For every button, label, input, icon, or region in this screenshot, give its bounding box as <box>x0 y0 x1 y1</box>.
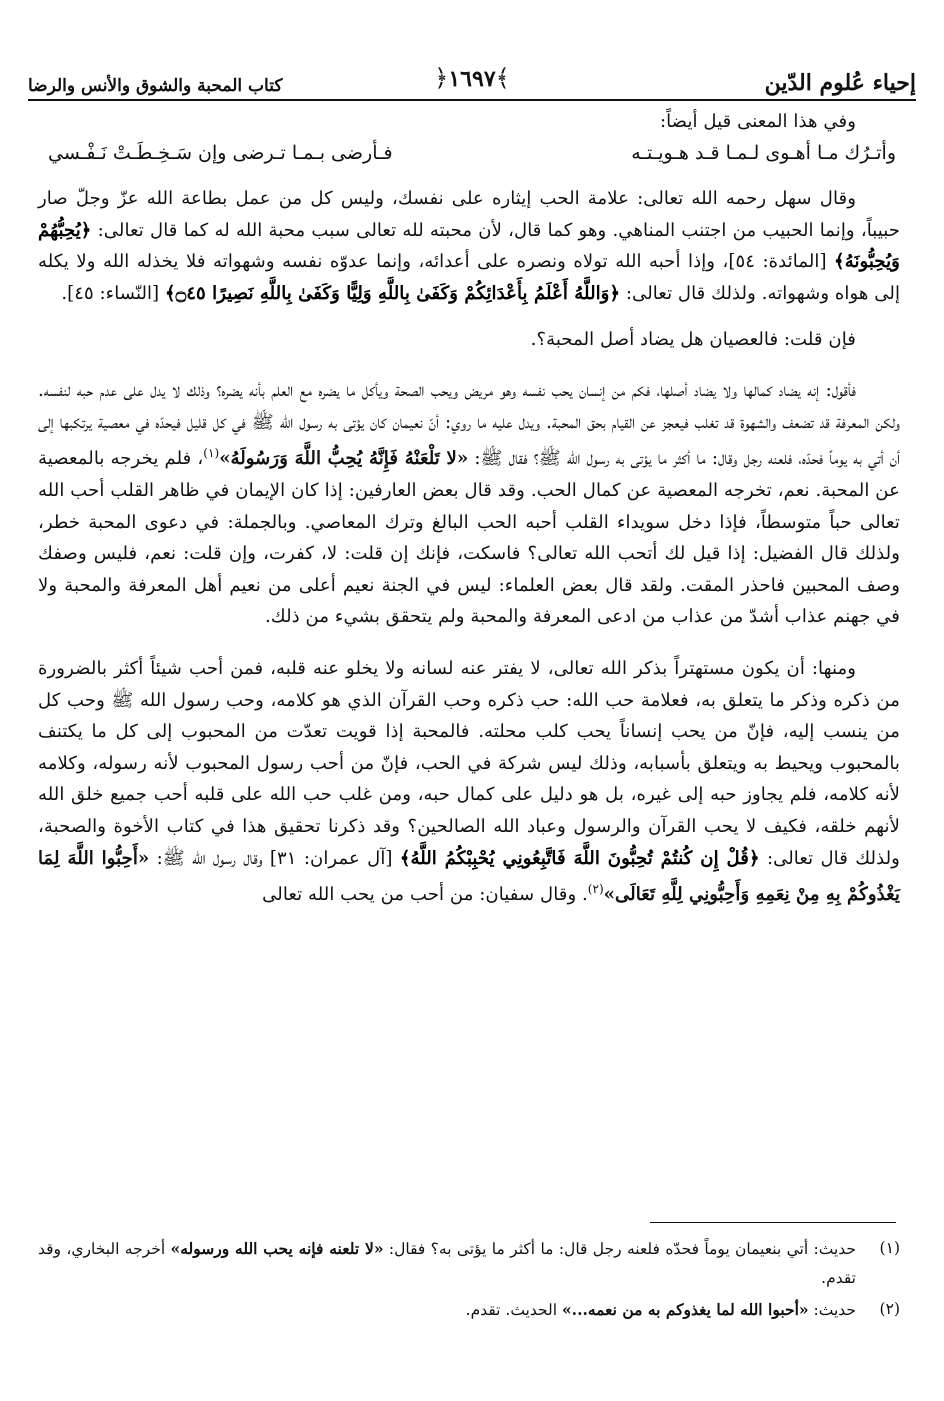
paragraph-answer: فأقول: إنه يضاد كمالها ولا يضاد أصلها، فكم من إنسان يحب نفسه وهو مريض ويحب الصحة ويأكل ما يضره مع العلم بأنه يضره؟ وذلك لا يدل على عدم حبه لنفسه. ولكن المعرفة قد تضعف والشهوة قد تغلب فيعجز عن القيام بحق المحبة. ويدل عليه ما روي: أنّ نعيمان كان يؤتى به رسول الله ﷺ في كل قليل فيحدّه في معصية يرتكبها إلى أن أتي به يوماً فحدّه، فلعنه رجل وقال: ما أكثر ما يؤتى به رسول الله ﷺ؟ فقال ﷺ: «لا تَلْعَنْهُ فَإِنَّهُ يُحِبُّ اللَّهَ وَرَسُولَهُ»$^{(١)}$، فلم يخرجه بالمعصية عن المحبة. نعم، تخرجه المعصية عن كمال الحب. وقد قال بعض العارفين: إذا كان الإيمان في ظاهر القلب أحب الله تعالى حباً متوسطاً، فإذا دخل سويداء القلب أحبه الحب البالغ وترك المعاصي. وبالجملة: في دعوى المحبة خطر، ولذلك قال الفضيل: إذا قيل لك أتحب الله تعالى؟ فاسكت، فإنك إن قلت: لا، كفرت، وإن قلت: نعم، فليس وصفك وصف المحبين فاحذر المقت. ولقد قال بعض العلماء: ليس في الجنة نعيم أعلى من نعيم أهل المعرفة والمحبة ولا في جهنم عذاب أشدّ من عذاب من ادعى المعرفة والمحبة ولم يتحقق بشيء من ذلك. <box>38 380 900 628</box>
question-line: فإن قلت: فالعصيان هل يضاد أصل المحبة؟. <box>530 328 856 350</box>
verse-hemistich-2: فـأرضى بـمـا تـرضى وإن سَـخِـطَـتْ نَـفْـسي <box>48 141 393 164</box>
spacer <box>38 310 900 324</box>
poem-verse <box>38 138 900 170</box>
verse-hemistich-1: وأتـرُك مـا أهـوى لـمـا قـد هـويـتـه <box>631 141 896 164</box>
verse-intro: وفي هذا المعنى قيل أيضاً: <box>660 111 856 132</box>
paragraph-sahl: وقال سهل رحمه الله تعالى: علامة الحب إيثاره على نفسك، وليس كل من عمل بطاعة الله عزّ وجلّ صار حبيباً، وإنما الحبيب من اجتنب المناهي. وهو كما قال، لأن محبته لله تعالى سبب محبة الله له كما قال تعالى: ﴿يُحِبُّهُمْ وَيُحِبُّونَهُ﴾ [المائدة: ٥٤]، وإذا أحبه الله تولاه ونصره على أعدائه، وإنما عدوّه نفسه وشهواته فلا يخذله الله ولا يكله إلى هواه وشهواته. ولذلك قال تعالى: ﴿وَاللَّهُ أَعْلَمُ بِأَعْدَائِكُمْ وَكَفَىٰ بِاللَّهِ وَلِيًّا وَكَفَىٰ بِاللَّهِ نَصِيرًا ۝٤٥﴾ [النّساء: ٤٥]. <box>38 188 900 304</box>
footnote-1: (١) حديث: أتي بنعيمان يوماً فحدّه فلعنه رجل قال: ما أكثر ما يؤتى به؟ فقال: «لا تلعنه فإنه يحب الله ورسوله» أخرجه البخاري، وقد تقدم. <box>38 1234 900 1293</box>
header-rule <box>28 99 916 101</box>
footnote-quote: «أحبوا الله لما يغذوكم به من نعمه...» <box>561 1300 809 1319</box>
hadith-quote: «لا تَلْعَنْهُ فَإِنَّهُ يُحِبُّ اللَّهَ وَرَسُولَهُ» <box>219 448 469 470</box>
hadith-quote: «أَحِبُّوا اللَّهَ لِمَا يَغْذُوكُمْ بِهِ مِنْ نِعَمِهِ وَأَحِبُّونِي لِلَّهِ تَعَالَى» <box>38 847 900 906</box>
main-text <box>38 106 900 911</box>
page-header <box>28 52 916 96</box>
ornament-left: ﴿ <box>434 64 449 92</box>
quran-verse: ﴿وَاللَّهُ أَعْلَمُ بِأَعْدَائِكُمْ وَكَفَىٰ بِاللَّهِ وَلِيًّا وَكَفَىٰ بِاللَّهِ نَصِيرًا ۝٤٥﴾ <box>164 282 621 304</box>
footnote-2: (٢) حديث: «أحبوا الله لما يغذوكم به من نعمه...» الحديث. تقدم. <box>38 1295 900 1325</box>
footnote-ref-2[interactable]: (٢) <box>587 882 604 897</box>
footnote-ref-1[interactable]: (١) <box>203 446 220 461</box>
footnote-number: (١) <box>879 1239 900 1257</box>
footnote-quote: «لا تلعنه فإنه يحب الله ورسوله» <box>170 1239 384 1258</box>
ornament-right: ﴾ <box>495 64 510 92</box>
book-title: إحياء عُلوم الدّين <box>764 70 916 96</box>
spacer <box>38 633 900 653</box>
footnotes <box>38 1234 900 1327</box>
page-number-block <box>434 64 509 92</box>
footnote-separator <box>650 1222 896 1223</box>
chapter-title: كتاب المحبة والشوق والأنس والرضا <box>28 76 283 96</box>
page-number: ١٦٩٧ <box>448 66 496 92</box>
quran-verse: ﴿يُحِبُّهُمْ وَيُحِبُّونَهُ﴾ <box>38 219 900 273</box>
spacer <box>38 355 900 375</box>
quran-verse: ﴿قُلْ إِن كُنتُمْ تُحِبُّونَ اللَّهَ فَاتَّبِعُونِي يُحْبِبْكُمُ اللَّهُ﴾ <box>399 847 760 869</box>
paragraph-dhikr: ومنها: أن يكون مستهتراً بذكر الله تعالى، لا يفتر عنه لسانه ولا يخلو عنه قلبه، فمن أحب شيئاً أكثر بالضرورة من ذكره وذكر ما يتعلق به، فعلامة حب الله: حب ذكره وحب القرآن الذي هو كلامه، وحب رسول الله ﷺ وحب كل من ينسب إليه، فإنّ من يحب إنساناً يحب كلب محلته. فالمحبة إذا قويت تعدّت من المحبوب إلى كل ما يكتنف بالمحبوب ويحيط به ويتعلق بأسبابه، وذلك ليس شركة في الحب، فإنّ من أحب رسول المحبوب لأنه رسوله، وكلامه لأنه كلامه، فلم يجاوز حبه إلى غيره، بل هو دليل على كمال حبه، ومن غلب حب الله على قلبه أحب جميع خلق الله لأنهم خلقه، فكيف لا يحب القرآن والرسول وعباد الله الصالحين؟ وقد ذكرنا تحقيق هذا في كتاب الأخوة والصحبة، ولذلك قال تعالى: ﴿قُلْ إِن كُنتُمْ تُحِبُّونَ اللَّهَ فَاتَّبِعُونِي يُحْبِبْكُمُ اللَّهُ﴾ [آل عمران: ٣١] وقال رسول الله ﷺ: «أَحِبُّوا اللَّهَ لِمَا يَغْذُوكُمْ بِهِ مِنْ نِعَمِهِ وَأَحِبُّونِي لِلَّهِ تَعَالَى»$^{(٢)}$. وقال سفيان: من أحب من يحب الله تعالى <box>38 657 900 906</box>
footnote-number: (٢) <box>879 1300 900 1318</box>
spacer <box>38 169 900 183</box>
